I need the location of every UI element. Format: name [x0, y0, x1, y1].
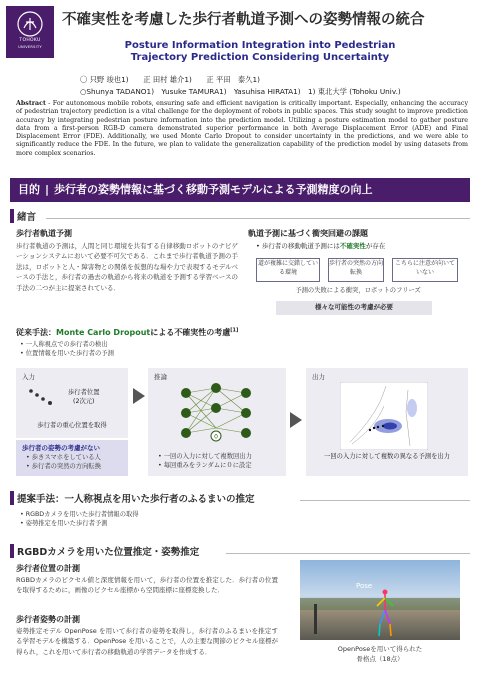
abstract: [16, 100, 468, 158]
list-item: • RGBDカメラを用いた歩行者情報の取得: [20, 510, 139, 519]
challenge-box-1: 道が複雑に交錯している環境: [256, 258, 320, 282]
rgbd-heading: RGBDカメラを用いた位置推定・姿勢推定: [17, 547, 200, 558]
uncertainty-bullet-post: が存在: [365, 242, 386, 250]
abstract-text: - For autonomous mobile robots, ensuring safe and efficient navigation is critically important. Especially, enhancing the accuracy of pedestrian trajectory prediction is a vital challenge for the deployment of robots in public spaces. This study sought to improve prediction accuracy by integrating pedestrian posture information into the prediction model. Utilizing a posture estimation model to gather posture data from a first-person RGB-D camera demonstrated superior performance in both Average Displacement Error (ADE) and Final Displacement Error (FDE). Additionally, we used Monte Carlo Dropout to consider uncertainty in the predictions, and we were able to significantly reduce the FDE. In the future, we plan to validate the generalization capability of the prediction model by using datasets from more complex scenarios.: [16, 100, 468, 157]
list-item: • 歩きスマホをしている人: [26, 453, 101, 462]
conventional-title-pre: 従来手法：: [16, 328, 56, 337]
openpose-photo: [300, 560, 460, 640]
arrow-right-icon: [290, 412, 302, 428]
title-english-line2: Trajectory Prediction Considering Uncertainty: [130, 52, 390, 63]
problem-box: [16, 440, 128, 476]
logo-subtext: UNIVERSITY: [18, 45, 42, 49]
list-item: • 位置情報を用いた歩行者の予測: [20, 349, 114, 358]
divider: [300, 500, 470, 501]
uncertainty-bullet: • 歩行者の移動軌道予測には不確実性が存在: [256, 242, 386, 250]
conclusion-box: 様々な可能性の考慮が必要: [276, 301, 432, 315]
neural-network-icon: [176, 378, 266, 448]
conventional-bullets: [20, 340, 114, 358]
divider: [226, 553, 470, 554]
trajectory-dots-icon: [28, 388, 62, 410]
problem-title: 歩行者の姿勢の考慮がない: [22, 444, 100, 452]
list-item: • 毎回重みをランダムに０に設定: [158, 461, 252, 470]
output-caption: 一回の入力に対して複数の異なる予測を出力: [324, 453, 450, 460]
inference-label: 推論: [154, 373, 167, 381]
input-position: [68, 388, 99, 406]
challenge-box-3: こちらに注意が向いていない: [392, 258, 458, 282]
authors-english-names: ○Shunya TADANO1) Yusuke TAMURA1) Yasuhisa HIRATA1): [80, 87, 301, 96]
uncertainty-bullet-pre: 歩行者の移動軌道予測には: [261, 242, 340, 250]
uncertainty-highlight: 不確実性: [339, 242, 366, 250]
problem-bullets: [26, 453, 101, 471]
proposal-bullets: [20, 510, 139, 528]
conventional-title-post: による不確実性の考慮: [150, 328, 231, 337]
section-marker: [10, 209, 14, 223]
list-item: • 姿勢推定を用いた歩行者予測: [20, 519, 139, 528]
purpose-divider: |: [45, 183, 50, 196]
input-position-dim: (2次元): [72, 398, 95, 405]
affiliation: 1) 東北大学 (Tohoku Univ.): [307, 87, 401, 96]
pose-title: 歩行者姿勢の計測: [16, 615, 80, 624]
pose-label: Pose: [356, 582, 373, 590]
list-item: • 一回の入力に対して複数回出力: [158, 452, 252, 461]
input-panel: [16, 368, 128, 438]
output-label: 出力: [312, 373, 325, 381]
inference-panel: [148, 368, 286, 476]
logo-text: TOHOKU: [19, 38, 41, 43]
inference-bullets: [158, 452, 252, 470]
input-label: 入力: [22, 373, 35, 381]
purpose-banner: [10, 178, 470, 202]
intro-left-body: 歩行者軌道の予測は，人間と同じ環境を共有する自律移動ロボットのナビゲーションシステムにおいて必要不可欠である．これまで歩行者軌道予測の手法は，ロボットと人・障害物との関係を仮想的な場や力で表現するモデルベースの手法と，歩行者の過去の軌道から将来の軌道を予測する学習ベースの手法の二つが主に提案されている．: [16, 242, 238, 292]
authors-english: [80, 86, 401, 98]
input-position-label: 歩行者位置: [68, 389, 100, 396]
title-english-line1: Posture Information Integration into Pedestrian: [124, 40, 396, 51]
list-item: • 歩行者の突然の方向転換: [26, 462, 101, 471]
abstract-label: Abstract: [16, 100, 46, 107]
skeleton-icon: [370, 588, 400, 638]
section-marker: [10, 544, 14, 558]
photo-caption-line2: 骨格点（18点）: [356, 654, 404, 663]
challenge-boxes: [250, 254, 466, 304]
svg-text:0: 0: [214, 433, 218, 441]
proposal-heading: 提案手法：一人称視点を用いた歩行者のふるまいの推定: [17, 494, 255, 505]
consequence-text: 予測の失敗による衝突，ロボットのフリーズ: [295, 287, 421, 294]
photo-caption: [300, 645, 460, 664]
intro-heading: 緒言: [17, 212, 37, 223]
divider: [46, 218, 470, 219]
input-caption: 歩行者の重心位置を取得: [37, 422, 107, 429]
authors-japanese: 〇 只野 竣也1) 正 田村 雄介1) 正 平田 泰久1): [80, 75, 261, 84]
title-japanese: 不確実性を考慮した歩行者軌道予測への姿勢情報の統合: [62, 12, 425, 28]
intro-right-title: 軌道予測に基づく衝突回避の課題: [248, 229, 368, 238]
section-marker: [10, 491, 14, 505]
position-title: 歩行者位置の計測: [16, 564, 80, 573]
prediction-distribution-plot: [340, 382, 428, 450]
reference-mark: [1]: [230, 327, 239, 334]
purpose-text: 歩行者の姿勢情報に基づく移動予測モデルによる予測精度の向上: [54, 183, 373, 196]
position-body: RGBDカメラのピクセル値と深度情報を用いて，歩行者の位置を推定した．歩行者の位置を取得するために，画像のピクセル座標から空間座標に座標変換した．: [16, 576, 278, 595]
conventional-title: [16, 327, 238, 338]
arrow-right-icon: [133, 388, 145, 404]
emblem-icon: [16, 10, 44, 38]
university-logo: [6, 6, 54, 58]
list-item: • 一人称視点での歩行者の検出: [20, 340, 114, 349]
title-english: [60, 40, 460, 64]
pole: [314, 604, 317, 634]
output-panel: [306, 368, 468, 476]
challenge-box-2: 歩行者の突然の方向転換: [328, 258, 384, 282]
authors: [80, 74, 401, 98]
intro-left-title: 歩行者軌道予測: [16, 229, 72, 238]
mc-dropout-highlight: Monte Carlo Dropout: [56, 328, 151, 337]
photo-caption-line1: OpenPoseを用いて得られた: [337, 645, 423, 653]
pose-body: 姿勢推定モデル OpenPose を用いて歩行者の姿勢を取得し，歩行者のふるまいを推定する学習モデルを構築する．OpenPose を用いることで，人の主要な関節のピクセル座標が得られ，これを用いて歩行者の移動軌道の学習データを作成する．: [16, 627, 278, 656]
purpose-label: 目的: [18, 183, 40, 196]
